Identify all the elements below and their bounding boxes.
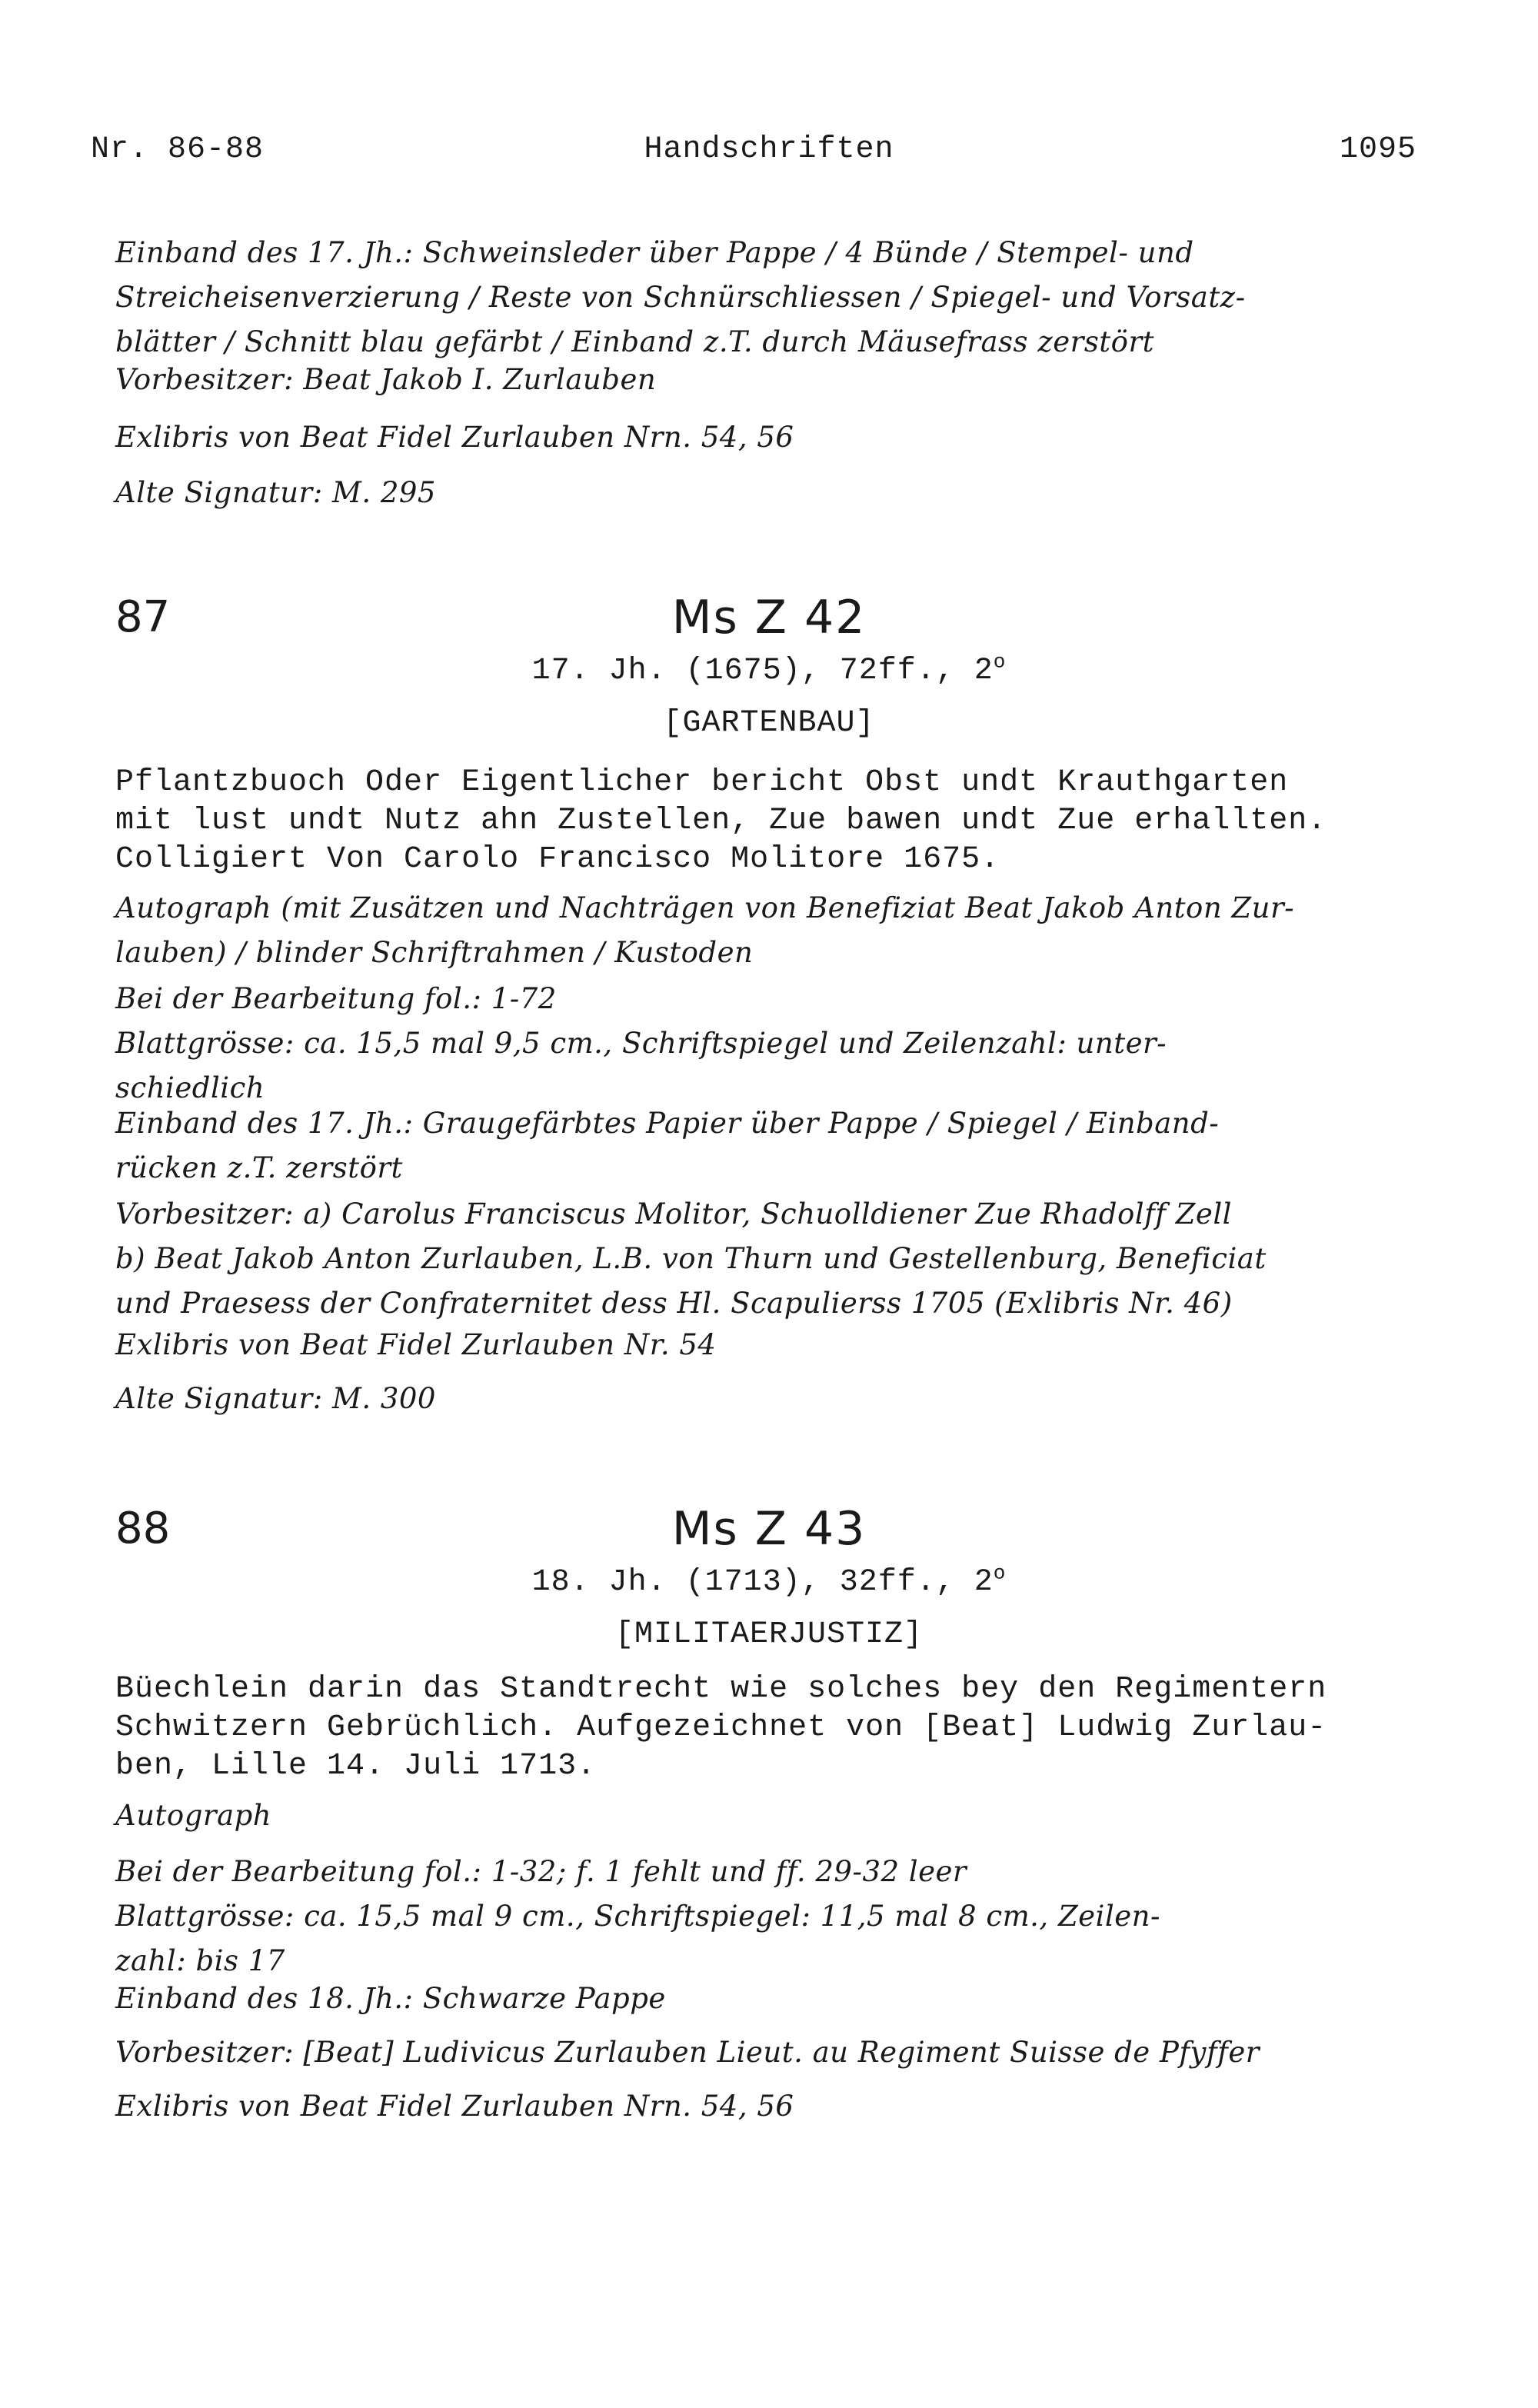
entry87-autograph (115, 886, 1423, 975)
header-page-number: 1095 (1339, 132, 1416, 167)
header-left: Nr. 86-88 (91, 132, 265, 167)
entry88-number: 88 (115, 1504, 171, 1554)
entry87-autograph-line: Autograph (mit Zusätzen und Nachträgen von Benefiziat Beat Jakob Anton Zur- (115, 891, 1295, 924)
entry88-format (115, 1850, 1423, 1983)
entry86-binding (115, 231, 1423, 365)
entry88-subject: [MILITAERJUSTIZ] (614, 1617, 924, 1652)
entry87-format (115, 977, 1423, 1111)
entry86-binding-line: blätter / Schnitt blau gefärbt / Einband z.T. durch Mäusefrass zerstört (115, 325, 1155, 358)
entry87-shelfmark: Ms Z 42 (671, 591, 867, 644)
entry87-subject: [GARTENBAU] (663, 706, 875, 741)
header-center: Handschriften (644, 132, 894, 167)
entry88-dating (0, 1561, 1538, 1600)
entry88-title-line: Büechlein darin das Standtrecht wie solches bey den Regimentern (115, 1672, 1327, 1707)
entry87-binding (115, 1101, 1423, 1191)
entry88-title-line: ben, Lille 14. Juli 1713. (115, 1749, 597, 1784)
entry88-format-line: zahl: bis 17 (115, 1944, 285, 1977)
entry87-old-signature: Alte Signatur: M. 300 (115, 1382, 436, 1415)
entry86-exlibris: Exlibris von Beat Fidel Zurlauben Nrn. 54, 56 (115, 421, 794, 454)
entry88-format-line: Blattgrösse: ca. 15,5 mal 9 cm., Schriftspiegel: 11,5 mal 8 cm., Zeilen- (115, 1900, 1160, 1933)
entry88-title-line: Schwitzern Gebrüchlich. Aufgezeichnet von [Beat] Ludwig Zurlau- (115, 1710, 1327, 1745)
entry87-binding-line: Einband des 17. Jh.: Graugefärbtes Papier über Pappe / Spiegel / Einband- (115, 1107, 1220, 1140)
entry87-dating (0, 650, 1538, 688)
entry88-binding: Einband des 18. Jh.: Schwarze Pappe (115, 1982, 666, 2015)
entry87-owner (115, 1192, 1423, 1326)
entry86-old-signature: Alte Signatur: M. 295 (115, 476, 436, 509)
entry86-owner: Vorbesitzer: Beat Jakob I. Zurlauben (115, 363, 657, 396)
entry87-title-line: mit lust undt Nutz ahn Zustellen, Zue bawen undt Zue erhallten. (115, 804, 1327, 838)
entry88-shelfmark: Ms Z 43 (671, 1502, 867, 1556)
entry88-owner: Vorbesitzer: [Beat] Ludivicus Zurlauben Lieut. au Regiment Suisse de Pfyffer (115, 2036, 1260, 2069)
entry87-owner-line: b) Beat Jakob Anton Zurlauben, L.B. von Thurn und Gestellenburg, Beneficiat (115, 1242, 1267, 1275)
entry87-owner-line: Vorbesitzer: a) Carolus Franciscus Molitor, Schuolldiener Zue Rhadolff Zell (115, 1197, 1232, 1231)
entry88-dating-text: 18. Jh. (1713), 32ff., 2 (531, 1565, 994, 1600)
entry87-binding-line: rücken z.T. zerstört (115, 1151, 403, 1184)
entry88-format-line: Bei der Bearbeitung fol.: 1-32; f. 1 fehlt und ff. 29-32 leer (115, 1855, 967, 1888)
entry86-binding-line: Einband des 17. Jh.: Schweinsleder über Pappe / 4 Bünde / Stempel- und (115, 236, 1194, 269)
entry87-dating-text: 17. Jh. (1675), 72ff., 2 (531, 654, 994, 688)
entry86-binding-line: Streicheisenverzierung / Reste von Schnürschliessen / Spiegel- und Vorsatz- (115, 281, 1246, 314)
entry87-format-line: schiedlich (115, 1071, 265, 1104)
entry87-number: 87 (115, 592, 171, 642)
entry88-dating-sup: o (993, 1561, 1007, 1585)
entry88-exlibris: Exlibris von Beat Fidel Zurlauben Nrn. 54, 56 (115, 2090, 794, 2123)
entry87-dating-sup: o (993, 650, 1007, 674)
entry88-autograph: Autograph (115, 1799, 272, 1832)
entry87-title (115, 764, 1423, 879)
entry87-format-line: Blattgrösse: ca. 15,5 mal 9,5 cm., Schriftspiegel und Zeilenzahl: unter- (115, 1027, 1167, 1060)
entry87-autograph-line: lauben) / blinder Schriftrahmen / Kustoden (115, 936, 754, 969)
entry87-format-line: Bei der Bearbeitung fol.: 1-72 (115, 982, 557, 1015)
entry87-title-line: Pflantzbuoch Oder Eigentlicher bericht Obst undt Krauthgarten (115, 765, 1289, 800)
entry87-exlibris: Exlibris von Beat Fidel Zurlauben Nr. 54 (115, 1328, 717, 1361)
entry88-title (115, 1670, 1423, 1786)
entry87-owner-line: und Praesess der Confraternitet dess Hl. Scapulierss 1705 (Exlibris Nr. 46) (115, 1287, 1233, 1320)
entry87-title-line: Colligiert Von Carolo Francisco Molitore 1675. (115, 842, 1000, 877)
